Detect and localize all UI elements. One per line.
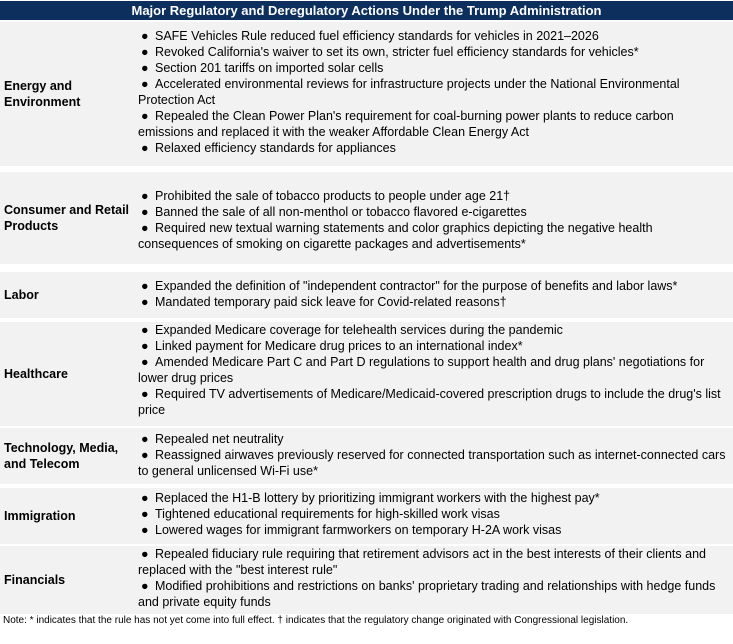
item-text: Revoked California's waiver to set its own, stricter fuel efficiency standards for vehicles* xyxy=(155,45,639,59)
table-title: Major Regulatory and Deregulatory Actions Under the Trump Administration xyxy=(0,1,733,20)
table-footnote: Note: * indicates that the rule has not yet come into full effect. † indicates that the regulatory change originated with Congressional legislation. xyxy=(3,615,629,626)
list-item xyxy=(138,322,730,338)
table-row xyxy=(0,172,733,264)
list-item xyxy=(138,76,730,108)
list-item xyxy=(138,354,730,386)
list-item xyxy=(138,44,730,60)
item-text: Reassigned airwaves previously reserved for connected transportation such as internet-connected cars to general unlicensed Wi-Fi use* xyxy=(138,448,726,478)
row-items xyxy=(138,28,730,156)
list-item xyxy=(138,60,730,76)
item-text: Repealed the Clean Power Plan's requirement for coal-burning power plants to reduce carbon emissions and replaced it with the weaker Affordable Clean Energy Act xyxy=(138,109,674,139)
row-category: Energy and Environment xyxy=(4,79,81,109)
bullet-icon: ● xyxy=(141,339,149,353)
bullet-icon: ● xyxy=(141,323,149,337)
bullet-icon: ● xyxy=(141,45,149,59)
bullet-icon: ● xyxy=(141,29,149,43)
row-category: Financials xyxy=(4,573,66,587)
item-text: Relaxed efficiency standards for appliances xyxy=(155,141,396,155)
list-item xyxy=(138,140,730,156)
bullet-icon: ● xyxy=(141,432,149,446)
bullet-icon: ● xyxy=(141,221,149,235)
table-row xyxy=(0,428,733,484)
list-item xyxy=(138,108,730,140)
item-text: Accelerated environmental reviews for infrastructure projects under the National Environmental Protection Act xyxy=(138,77,680,107)
item-text: Amended Medicare Part C and Part D regulations to support health and drug plans' negotiations for lower drug prices xyxy=(138,355,705,385)
bullet-icon: ● xyxy=(141,523,149,537)
row-category: Immigration xyxy=(4,509,76,523)
table-row xyxy=(0,272,733,318)
row-category: Labor xyxy=(4,288,39,302)
item-text: Expanded the definition of "independent contractor" for the purpose of benefits and labor laws* xyxy=(155,279,678,293)
bullet-icon: ● xyxy=(141,579,149,593)
bullet-icon: ● xyxy=(141,109,149,123)
item-text: Tightened educational requirements for high-skilled work visas xyxy=(155,507,500,521)
bullet-icon: ● xyxy=(141,77,149,91)
row-items xyxy=(138,322,730,418)
list-item xyxy=(138,447,730,479)
item-text: Mandated temporary paid sick leave for Covid-related reasons† xyxy=(155,295,507,309)
list-item xyxy=(138,578,730,610)
list-item xyxy=(138,386,730,418)
list-item xyxy=(138,431,730,447)
list-item xyxy=(138,204,730,220)
item-text: Repealed net neutrality xyxy=(155,432,284,446)
table-row xyxy=(0,488,733,544)
list-item xyxy=(138,506,730,522)
bullet-icon: ● xyxy=(141,387,149,401)
table-row xyxy=(0,322,733,426)
item-text: Prohibited the sale of tobacco products to people under age 21† xyxy=(155,189,511,203)
list-item xyxy=(138,294,730,310)
bullet-icon: ● xyxy=(141,491,149,505)
bullet-icon: ● xyxy=(141,295,149,309)
item-text: Required new textual warning statements and color graphics depicting the negative health consequences of smoking on cigarette packages and advertisements* xyxy=(138,221,653,251)
list-item xyxy=(138,522,730,538)
item-text: SAFE Vehicles Rule reduced fuel efficiency standards for vehicles in 2021–2026 xyxy=(155,29,599,43)
bullet-icon: ● xyxy=(141,205,149,219)
bullet-icon: ● xyxy=(141,141,149,155)
row-items xyxy=(138,490,730,538)
row-items xyxy=(138,546,730,610)
list-item xyxy=(138,338,730,354)
row-category: Technology, Media, and Telecom xyxy=(4,441,119,471)
bullet-icon: ● xyxy=(141,547,149,561)
item-text: Banned the sale of all non-menthol or tobacco flavored e-cigarettes xyxy=(155,205,527,219)
row-items xyxy=(138,431,730,479)
row-items xyxy=(138,188,730,252)
row-category: Healthcare xyxy=(4,367,68,381)
item-text: Linked payment for Medicare drug prices to an international index* xyxy=(155,339,523,353)
list-item xyxy=(138,188,730,204)
row-category: Consumer and Retail Products xyxy=(4,203,130,233)
list-item xyxy=(138,220,730,252)
bullet-icon: ● xyxy=(141,61,149,75)
table-row xyxy=(0,22,733,166)
item-text: Repealed fiduciary rule requiring that retirement advisors act in the best interests of their clients and replaced with the "best interest rule" xyxy=(138,547,706,577)
bullet-icon: ● xyxy=(141,355,149,369)
item-text: Replaced the H1-B lottery by prioritizing immigrant workers with the highest pay* xyxy=(155,491,600,505)
bullet-icon: ● xyxy=(141,507,149,521)
item-text: Section 201 tariffs on imported solar cells xyxy=(155,61,384,75)
item-text: Expanded Medicare coverage for telehealth services during the pandemic xyxy=(155,323,563,337)
bullet-icon: ● xyxy=(141,448,149,462)
list-item xyxy=(138,28,730,44)
item-text: Required TV advertisements of Medicare/Medicaid-covered prescription drugs to include the drug's list price xyxy=(138,387,721,417)
list-item xyxy=(138,546,730,578)
bullet-icon: ● xyxy=(141,189,149,203)
item-text: Lowered wages for immigrant farmworkers on temporary H-2A work visas xyxy=(155,523,562,537)
row-items xyxy=(138,278,730,310)
bullet-icon: ● xyxy=(141,279,149,293)
list-item xyxy=(138,278,730,294)
list-item xyxy=(138,490,730,506)
item-text: Modified prohibitions and restrictions on banks' proprietary trading and relationships with hedge funds and private equity funds xyxy=(138,579,716,609)
table-row xyxy=(0,546,733,614)
